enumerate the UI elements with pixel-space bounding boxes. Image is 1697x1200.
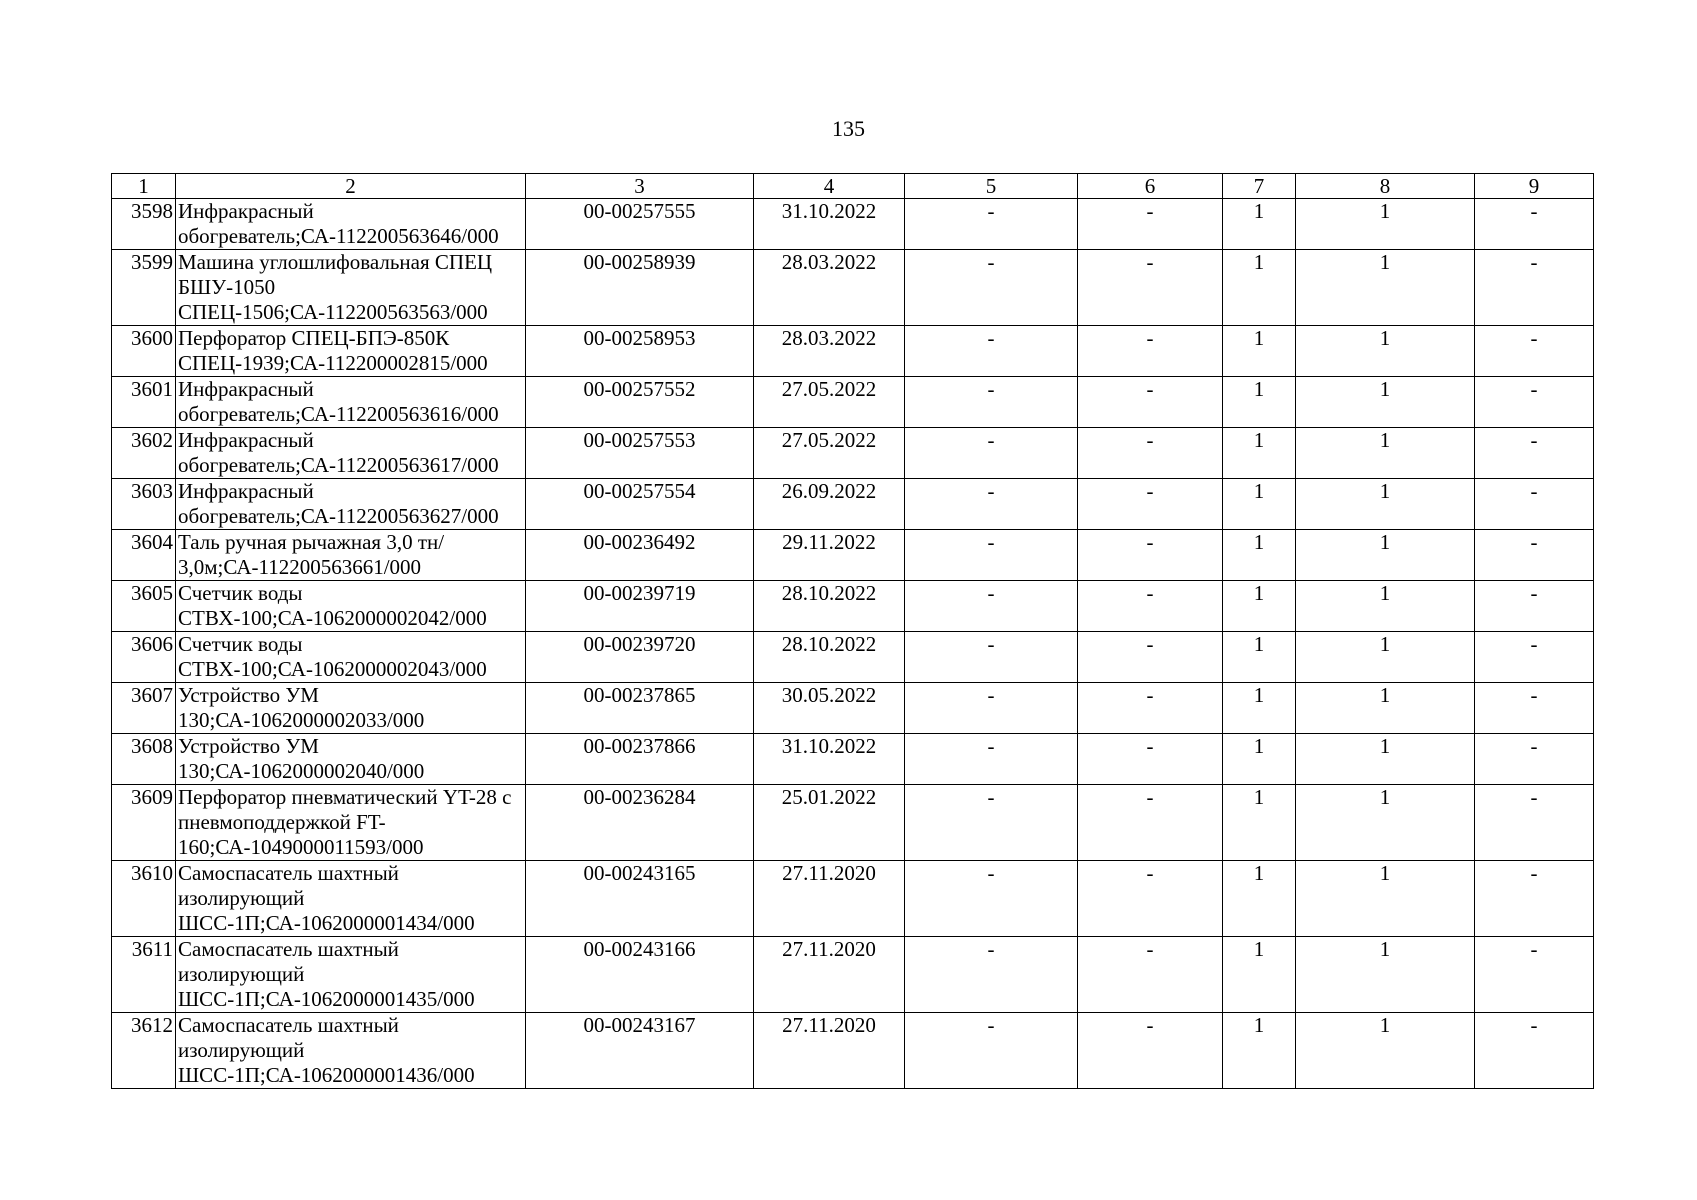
column-9-cell: -	[1475, 199, 1594, 250]
table-row	[112, 734, 1594, 785]
column-header: 2	[176, 174, 526, 199]
inventory-code-cell: 00-00243165	[526, 861, 754, 937]
column-6-cell: -	[1078, 250, 1223, 326]
column-9-cell: -	[1475, 632, 1594, 683]
row-number-cell: 3605	[112, 581, 176, 632]
column-7-cell: 1	[1223, 530, 1296, 581]
column-7-cell: 1	[1223, 683, 1296, 734]
column-header: 9	[1475, 174, 1594, 199]
inventory-code-cell: 00-00243166	[526, 937, 754, 1013]
row-number-cell: 3606	[112, 632, 176, 683]
column-7-cell: 1	[1223, 1013, 1296, 1089]
row-number-cell: 3611	[112, 937, 176, 1013]
date-cell: 25.01.2022	[754, 785, 905, 861]
column-9-cell: -	[1475, 937, 1594, 1013]
row-number-cell: 3608	[112, 734, 176, 785]
column-5-cell: -	[905, 479, 1078, 530]
column-6-cell: -	[1078, 479, 1223, 530]
column-6-cell: -	[1078, 530, 1223, 581]
column-9-cell: -	[1475, 479, 1594, 530]
column-8-cell: 1	[1296, 250, 1475, 326]
item-name-cell: Самоспасатель шахтный изолирующий ШСС-1П;СА-1062000001436/000	[176, 1013, 526, 1089]
inventory-code-cell: 00-00258953	[526, 326, 754, 377]
column-9-cell: -	[1475, 530, 1594, 581]
column-5-cell: -	[905, 734, 1078, 785]
table-row	[112, 250, 1594, 326]
row-number-cell: 3604	[112, 530, 176, 581]
column-6-cell: -	[1078, 632, 1223, 683]
column-5-cell: -	[905, 683, 1078, 734]
column-5-cell: -	[905, 530, 1078, 581]
column-8-cell: 1	[1296, 861, 1475, 937]
item-name-cell: Устройство УМ 130;СА-1062000002040/000	[176, 734, 526, 785]
row-number-cell: 3601	[112, 377, 176, 428]
column-8-cell: 1	[1296, 683, 1475, 734]
column-5-cell: -	[905, 250, 1078, 326]
column-8-cell: 1	[1296, 479, 1475, 530]
column-6-cell: -	[1078, 377, 1223, 428]
item-name-cell: Перфоратор СПЕЦ-БПЭ-850К СПЕЦ-1939;СА-112200002815/000	[176, 326, 526, 377]
row-number-cell: 3609	[112, 785, 176, 861]
inventory-code-cell: 00-00243167	[526, 1013, 754, 1089]
column-7-cell: 1	[1223, 785, 1296, 861]
item-name-cell: Счетчик воды СТВХ-100;СА-1062000002043/000	[176, 632, 526, 683]
column-6-cell: -	[1078, 199, 1223, 250]
column-number-row	[112, 174, 1594, 199]
column-9-cell: -	[1475, 581, 1594, 632]
column-8-cell: 1	[1296, 530, 1475, 581]
inventory-code-cell: 00-00257552	[526, 377, 754, 428]
date-cell: 27.05.2022	[754, 428, 905, 479]
column-header: 1	[112, 174, 176, 199]
row-number-cell: 3612	[112, 1013, 176, 1089]
column-7-cell: 1	[1223, 479, 1296, 530]
column-header: 6	[1078, 174, 1223, 199]
table-row	[112, 683, 1594, 734]
column-8-cell: 1	[1296, 581, 1475, 632]
column-7-cell: 1	[1223, 937, 1296, 1013]
table-row	[112, 632, 1594, 683]
column-9-cell: -	[1475, 861, 1594, 937]
inventory-code-cell: 00-00237866	[526, 734, 754, 785]
date-cell: 27.05.2022	[754, 377, 905, 428]
item-name-cell: Самоспасатель шахтный изолирующий ШСС-1П;СА-1062000001434/000	[176, 861, 526, 937]
table-body	[112, 199, 1594, 1089]
table-row	[112, 326, 1594, 377]
row-number-cell: 3610	[112, 861, 176, 937]
item-name-cell: Устройство УМ 130;СА-1062000002033/000	[176, 683, 526, 734]
column-7-cell: 1	[1223, 199, 1296, 250]
column-9-cell: -	[1475, 326, 1594, 377]
column-header: 4	[754, 174, 905, 199]
column-9-cell: -	[1475, 785, 1594, 861]
inventory-code-cell: 00-00236492	[526, 530, 754, 581]
table-row	[112, 937, 1594, 1013]
date-cell: 27.11.2020	[754, 937, 905, 1013]
item-name-cell: Инфракрасный обогреватель;СА-112200563627/000	[176, 479, 526, 530]
column-6-cell: -	[1078, 1013, 1223, 1089]
inventory-code-cell: 00-00257554	[526, 479, 754, 530]
inventory-code-cell: 00-00257555	[526, 199, 754, 250]
column-9-cell: -	[1475, 428, 1594, 479]
date-cell: 30.05.2022	[754, 683, 905, 734]
column-8-cell: 1	[1296, 199, 1475, 250]
page-number: 135	[832, 116, 865, 141]
row-number-cell: 3598	[112, 199, 176, 250]
table-row	[112, 581, 1594, 632]
column-6-cell: -	[1078, 683, 1223, 734]
item-name-cell: Инфракрасный обогреватель;СА-112200563646/000	[176, 199, 526, 250]
item-name-cell: Самоспасатель шахтный изолирующий ШСС-1П;СА-1062000001435/000	[176, 937, 526, 1013]
inventory-table	[111, 173, 1594, 1089]
item-name-cell: Перфоратор пневматический YT-28 с пневмоподдержкой FT-160;СА-1049000011593/000	[176, 785, 526, 861]
inventory-code-cell: 00-00236284	[526, 785, 754, 861]
column-6-cell: -	[1078, 581, 1223, 632]
column-5-cell: -	[905, 581, 1078, 632]
item-name-cell: Инфракрасный обогреватель;СА-112200563616/000	[176, 377, 526, 428]
column-5-cell: -	[905, 632, 1078, 683]
row-number-cell: 3600	[112, 326, 176, 377]
date-cell: 29.11.2022	[754, 530, 905, 581]
column-5-cell: -	[905, 1013, 1078, 1089]
inventory-code-cell: 00-00258939	[526, 250, 754, 326]
date-cell: 28.03.2022	[754, 250, 905, 326]
column-8-cell: 1	[1296, 937, 1475, 1013]
column-7-cell: 1	[1223, 581, 1296, 632]
column-header: 3	[526, 174, 754, 199]
table-row	[112, 377, 1594, 428]
column-6-cell: -	[1078, 937, 1223, 1013]
column-header: 7	[1223, 174, 1296, 199]
column-6-cell: -	[1078, 326, 1223, 377]
column-7-cell: 1	[1223, 250, 1296, 326]
column-6-cell: -	[1078, 428, 1223, 479]
column-8-cell: 1	[1296, 377, 1475, 428]
column-6-cell: -	[1078, 785, 1223, 861]
date-cell: 31.10.2022	[754, 199, 905, 250]
inventory-code-cell: 00-00239719	[526, 581, 754, 632]
inventory-code-cell: 00-00257553	[526, 428, 754, 479]
column-7-cell: 1	[1223, 734, 1296, 785]
column-9-cell: -	[1475, 1013, 1594, 1089]
column-8-cell: 1	[1296, 734, 1475, 785]
column-5-cell: -	[905, 326, 1078, 377]
table-row	[112, 199, 1594, 250]
date-cell: 27.11.2020	[754, 861, 905, 937]
column-header: 8	[1296, 174, 1475, 199]
column-6-cell: -	[1078, 861, 1223, 937]
inventory-code-cell: 00-00239720	[526, 632, 754, 683]
item-name-cell: Счетчик воды СТВХ-100;СА-1062000002042/000	[176, 581, 526, 632]
item-name-cell: Машина углошлифовальная СПЕЦ БШУ-1050 СПЕЦ-1506;СА-112200563563/000	[176, 250, 526, 326]
column-9-cell: -	[1475, 377, 1594, 428]
column-8-cell: 1	[1296, 428, 1475, 479]
table-row	[112, 530, 1594, 581]
date-cell: 26.09.2022	[754, 479, 905, 530]
column-5-cell: -	[905, 861, 1078, 937]
column-9-cell: -	[1475, 250, 1594, 326]
column-8-cell: 1	[1296, 1013, 1475, 1089]
column-7-cell: 1	[1223, 428, 1296, 479]
table-row	[112, 1013, 1594, 1089]
column-8-cell: 1	[1296, 632, 1475, 683]
column-8-cell: 1	[1296, 785, 1475, 861]
column-6-cell: -	[1078, 734, 1223, 785]
column-5-cell: -	[905, 785, 1078, 861]
column-7-cell: 1	[1223, 326, 1296, 377]
date-cell: 28.10.2022	[754, 632, 905, 683]
column-5-cell: -	[905, 937, 1078, 1013]
row-number-cell: 3603	[112, 479, 176, 530]
table-row	[112, 428, 1594, 479]
table-row	[112, 861, 1594, 937]
column-8-cell: 1	[1296, 326, 1475, 377]
table-row	[112, 479, 1594, 530]
date-cell: 31.10.2022	[754, 734, 905, 785]
column-header: 5	[905, 174, 1078, 199]
table-row	[112, 785, 1594, 861]
row-number-cell: 3599	[112, 250, 176, 326]
row-number-cell: 3607	[112, 683, 176, 734]
column-9-cell: -	[1475, 734, 1594, 785]
item-name-cell: Инфракрасный обогреватель;СА-112200563617/000	[176, 428, 526, 479]
column-5-cell: -	[905, 199, 1078, 250]
date-cell: 28.10.2022	[754, 581, 905, 632]
date-cell: 28.03.2022	[754, 326, 905, 377]
row-number-cell: 3602	[112, 428, 176, 479]
inventory-code-cell: 00-00237865	[526, 683, 754, 734]
date-cell: 27.11.2020	[754, 1013, 905, 1089]
item-name-cell: Таль ручная рычажная 3,0 тн/ 3,0м;СА-112200563661/000	[176, 530, 526, 581]
column-7-cell: 1	[1223, 861, 1296, 937]
column-5-cell: -	[905, 377, 1078, 428]
column-7-cell: 1	[1223, 632, 1296, 683]
column-7-cell: 1	[1223, 377, 1296, 428]
column-5-cell: -	[905, 428, 1078, 479]
column-9-cell: -	[1475, 683, 1594, 734]
